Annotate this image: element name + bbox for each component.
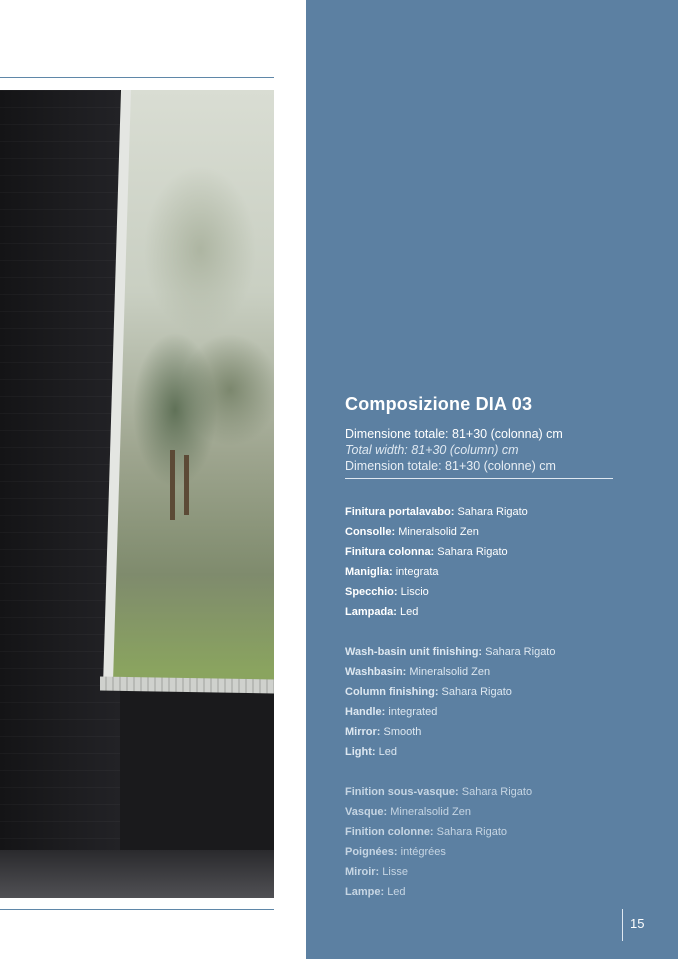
- spec-label: Washbasin:: [345, 666, 407, 678]
- specs-italian: [345, 502, 528, 622]
- spec-label: Finitura colonna:: [345, 546, 435, 558]
- spec-label: Miroir:: [345, 866, 380, 878]
- bottom-rule: [0, 909, 274, 910]
- spec-label: Wash-basin unit finishing:: [345, 646, 483, 658]
- composition-title: Composizione DIA 03: [345, 394, 533, 414]
- tree-trunk: [170, 450, 175, 520]
- spec-value: Sahara Rigato: [457, 506, 528, 518]
- spec-label: Vasque:: [345, 806, 388, 818]
- spec-value: Mineralsolid Zen: [409, 666, 491, 678]
- spec-row: [345, 522, 528, 542]
- spec-value: Sahara Rigato: [437, 546, 508, 558]
- spec-value: Led: [378, 746, 397, 758]
- spec-row: [345, 662, 555, 682]
- spec-label: Specchio:: [345, 586, 398, 598]
- spec-label: Poignées:: [345, 846, 398, 858]
- spec-row: [345, 582, 528, 602]
- spec-label: Light:: [345, 746, 376, 758]
- spec-row: [345, 602, 528, 622]
- floor: [0, 850, 274, 898]
- spec-value: Mineralsolid Zen: [398, 526, 479, 538]
- spec-value: Led: [400, 606, 419, 618]
- spec-row: [345, 542, 528, 562]
- spec-value: Liscio: [400, 586, 429, 598]
- spec-row: [345, 562, 528, 582]
- spec-value: intégrées: [400, 846, 446, 858]
- spec-value: Lisse: [382, 866, 408, 878]
- spec-row: [345, 642, 555, 662]
- spec-value: Smooth: [383, 726, 422, 738]
- spec-row: [345, 502, 528, 522]
- spec-row: [345, 802, 532, 822]
- top-rule: [0, 77, 274, 78]
- spec-value: Mineralsolid Zen: [390, 806, 471, 818]
- spec-value: integrata: [395, 566, 439, 578]
- specs-english: [345, 642, 555, 762]
- dimension-en: Total width: 81+30 (column) cm: [345, 443, 519, 457]
- specs-french: [345, 782, 532, 902]
- spec-row: [345, 782, 532, 802]
- spec-value: Sahara Rigato: [485, 646, 556, 658]
- window-sill: [100, 676, 274, 693]
- spec-label: Lampe:: [345, 886, 385, 898]
- spec-value: Sahara Rigato: [461, 786, 533, 798]
- spec-label: Handle:: [345, 706, 386, 718]
- spec-row: [345, 862, 532, 882]
- spec-row: [345, 882, 532, 902]
- panel-divider: [345, 478, 613, 479]
- spec-label: Finitura portalavabo:: [345, 506, 455, 518]
- spec-row: [345, 842, 532, 862]
- spec-value: Sahara Rigato: [436, 826, 507, 838]
- spec-value: Led: [387, 886, 406, 898]
- spec-value: Sahara Rigato: [441, 686, 512, 698]
- spec-label: Consolle:: [345, 526, 396, 538]
- spec-label: Column finishing:: [345, 686, 439, 698]
- spec-label: Maniglia:: [345, 566, 393, 578]
- spec-row: [345, 702, 555, 722]
- tree-trunk: [184, 455, 189, 515]
- spec-value: integrated: [388, 706, 438, 718]
- spec-row: [345, 682, 555, 702]
- spec-label: Finition sous-vasque:: [345, 786, 459, 798]
- dimensions-block: [345, 426, 563, 474]
- dimension-fr: Dimension totale: 81+30 (colonne) cm: [345, 459, 556, 473]
- spec-row: [345, 722, 555, 742]
- info-panel: [306, 0, 678, 959]
- tiled-wall: [0, 90, 120, 898]
- spec-label: Mirror:: [345, 726, 381, 738]
- spec-label: Lampada:: [345, 606, 397, 618]
- dimension-it: Dimensione totale: 81+30 (colonna) cm: [345, 427, 563, 441]
- bathroom-photo: [0, 90, 274, 898]
- spec-row: [345, 822, 532, 842]
- page-number: 15: [630, 916, 645, 931]
- spec-label: Finition colonne:: [345, 826, 434, 838]
- spec-row: [345, 742, 555, 762]
- page-number-divider: [622, 909, 623, 941]
